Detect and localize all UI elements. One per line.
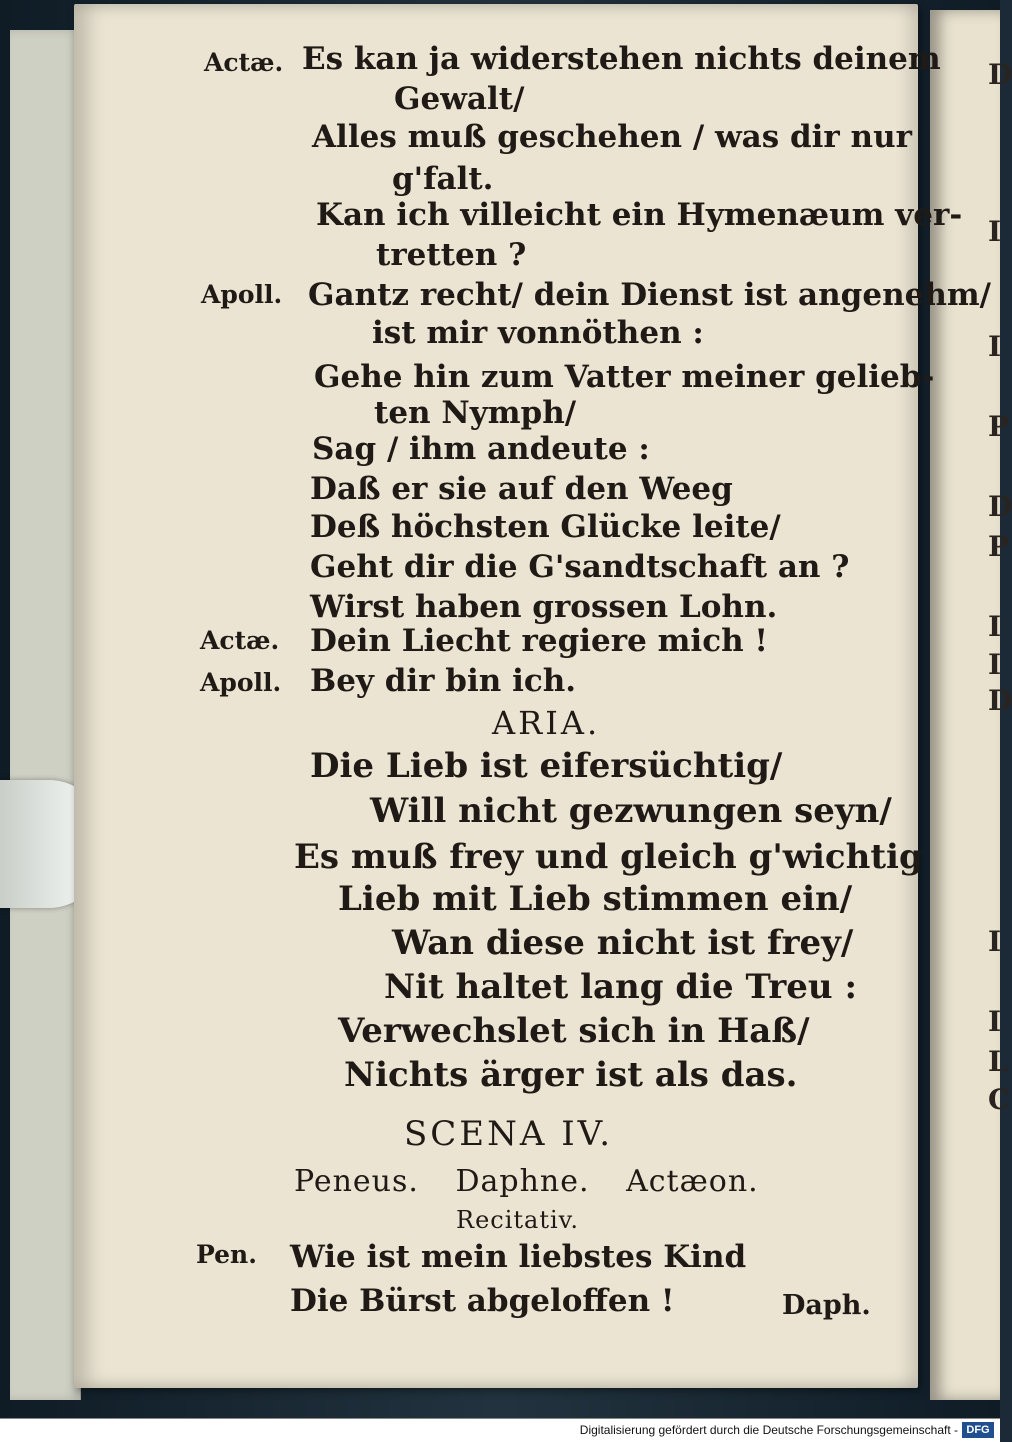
- text-line: ist mir vonnöthen :: [372, 315, 704, 351]
- scene-line: Die Bürst abgeloffen !: [290, 1283, 675, 1319]
- facing-page-letter: I: [988, 1005, 1002, 1038]
- facing-page-letter: L: [988, 1045, 1008, 1078]
- aria-line: Nit haltet lang die Treu :: [384, 967, 857, 1007]
- aria-line: Verwechslet sich in Haß/: [338, 1011, 810, 1051]
- speaker-label: Actæ.: [200, 626, 280, 655]
- facing-page-letter: I: [988, 215, 1002, 248]
- text-line: Deß höchsten Glücke leite/: [310, 509, 781, 545]
- catchword: Daph.: [782, 1290, 871, 1321]
- facing-page-letter: P: [988, 530, 1010, 563]
- recitativ-label: Recitativ.: [456, 1206, 580, 1234]
- book-cover-edge: [10, 30, 81, 1400]
- book-page: [74, 4, 991, 1388]
- speaker-label: Apoll.: [201, 280, 283, 309]
- digitization-footer: [0, 1418, 1000, 1442]
- aria-line: Lieb mit Lieb stimmen ein/: [338, 879, 853, 919]
- text-line: Wirst haben grossen Lohn.: [310, 589, 778, 625]
- facing-page-letter: D: [988, 684, 1012, 717]
- dfg-logo-icon: DFG: [962, 1422, 994, 1438]
- text-line: tretten ?: [376, 237, 527, 273]
- text-line: ten Nymph/: [374, 395, 577, 431]
- speaker-label: Pen.: [196, 1240, 257, 1269]
- text-line: Gehe hin zum Vatter meiner gelieb-: [314, 359, 935, 395]
- aria-line: Nichts ärger ist als das.: [344, 1055, 798, 1095]
- aria-line: Will nicht gezwungen seyn/: [370, 791, 892, 831]
- text-line: Sag / ihm andeute :: [312, 431, 650, 467]
- text-line: Es kan ja widerstehen nichts deinem: [302, 41, 941, 77]
- text-line: Kan ich villeicht ein Hymenæum ver-: [316, 197, 963, 233]
- facing-page-letter: C: [988, 1083, 1011, 1116]
- facing-page-letter: P: [988, 410, 1010, 443]
- speaker-label: Actæ.: [204, 48, 284, 77]
- facing-page-letter: D: [988, 58, 1012, 91]
- scene-characters: Peneus. Daphne. Actæon.: [294, 1164, 759, 1199]
- footer-credit: Digitalisierung gefördert durch die Deutsche Forschungsgemeinschaft -: [579, 1423, 958, 1437]
- speaker-label: Apoll.: [200, 668, 282, 697]
- aria-heading: ARIA.: [492, 704, 601, 742]
- text-line: Alles muß geschehen / was dir nur: [312, 119, 912, 155]
- text-line: Gewalt/: [394, 81, 525, 117]
- text-line: Gantz recht/ dein Dienst ist angenehm/: [308, 277, 991, 313]
- aria-line: Wan diese nicht ist frey/: [392, 923, 854, 963]
- text-line: Dein Liecht regiere mich !: [310, 623, 769, 659]
- scene-heading: SCENA IV.: [404, 1114, 614, 1154]
- facing-page-letter: I: [988, 925, 1002, 958]
- facing-page-letter: D: [988, 490, 1012, 523]
- text-line: Bey dir bin ich.: [310, 663, 577, 699]
- text-line: g'falt.: [392, 161, 494, 197]
- text-line: Geht dir die G'sandtschaft an ?: [310, 549, 850, 585]
- facing-page-letter: I: [988, 330, 1002, 363]
- facing-page-letter: I: [988, 648, 1002, 681]
- aria-line: Die Lieb ist eifersüchtig/: [310, 746, 783, 786]
- facing-page-letter: I: [988, 610, 1002, 643]
- text-line: Daß er sie auf den Weeg: [310, 471, 733, 507]
- scene-line: Wie ist mein liebstes Kind: [290, 1239, 747, 1275]
- aria-line: Es muß frey und gleich g'wichtig: [294, 837, 923, 877]
